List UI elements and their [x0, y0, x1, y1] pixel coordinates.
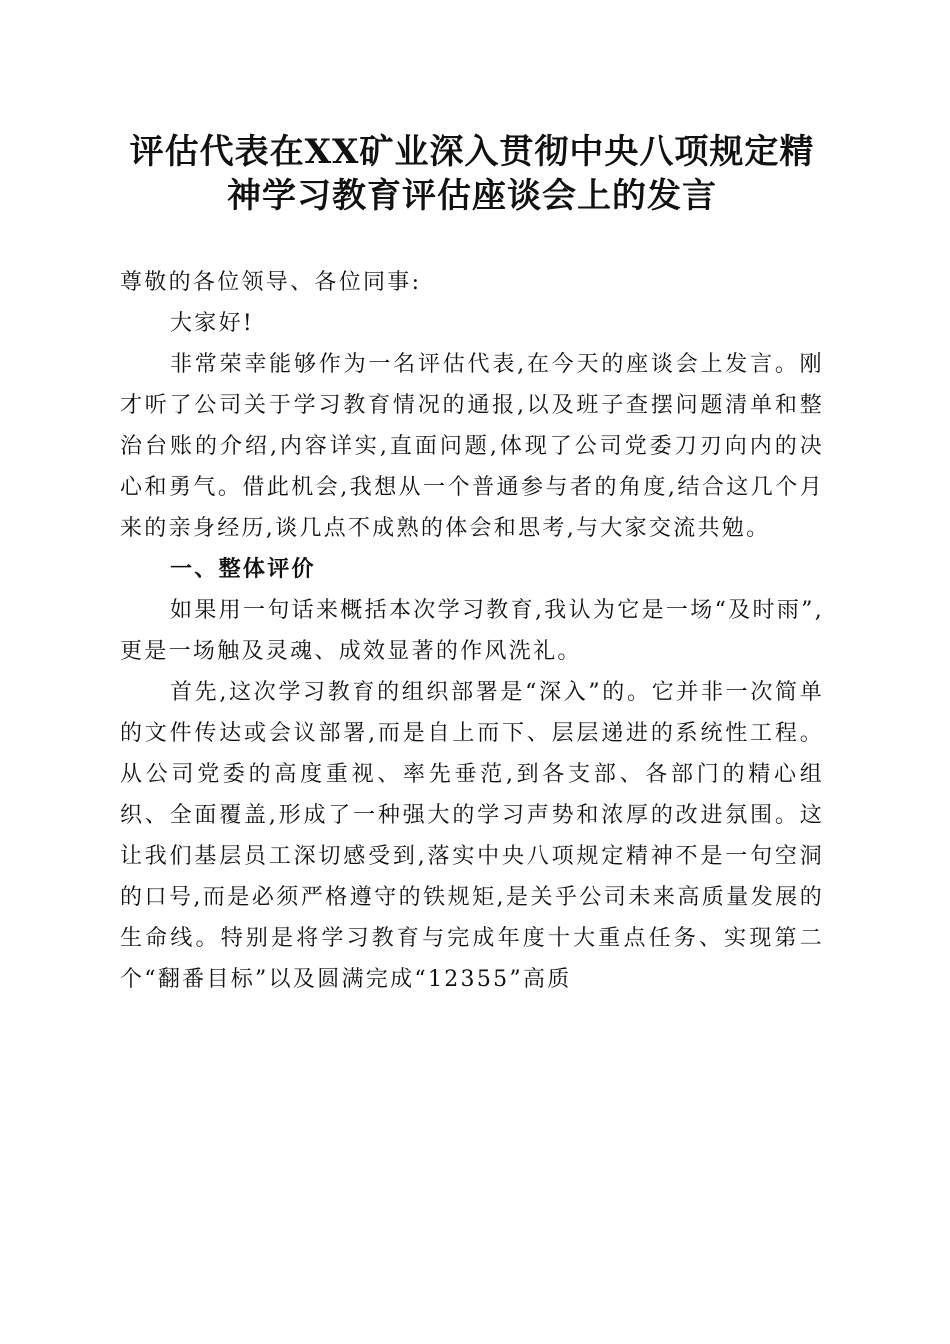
document-title: 评估代表在XX矿业深入贯彻中央八项规定精 神学习教育评估座谈会上的发言: [129, 132, 815, 216]
intro-paragraph: 非常荣幸能够作为一名评估代表,在今天的座谈会上发言。刚才听了公司关于学习教育情况的通报,以及班子查摆问题清单和整治台账的介绍,内容详实,直面问题,体现了公司党委刀刃向内的决心和勇气。借此机会,我想从一个普通参与者的角度,结合这几个月来的亲身经历,谈几点不成熟的体会和思考,与大家交流共勉。: [120, 352, 824, 541]
section-heading: 一、整体评价: [170, 557, 316, 582]
section-paragraph-2: 首先,这次学习教育的组织部署是“深入”的。它并非一次简单的文件传达或会议部署,而是自上而下、层层递进的系统性工程。从公司党委的高度重视、率先垂范,到各支部、各部门的精心组织、全面覆盖,形成了一种强大的学习声势和浓厚的改进氛围。这让我们基层员工深切感受到,落实中央八项规定精神不是一句空洞的口号,而是必须严格遵守的铁规矩,是关乎公司未来高质量发展的生命线。特别是将学习教育与完成年度十大重点任务、实现第二个“翻番目标”以及圆满完成“12355”高质: [120, 680, 824, 992]
salutation: 尊敬的各位领导、各位同事:: [120, 270, 422, 295]
section-paragraph-1: 如果用一句话来概括本次学习教育,我认为它是一场“及时雨”,更是一场触及灵魂、成效显著的作风洗礼。: [120, 598, 824, 664]
greeting: 大家好!: [170, 311, 255, 336]
document-page: [120, 130, 824, 1000]
